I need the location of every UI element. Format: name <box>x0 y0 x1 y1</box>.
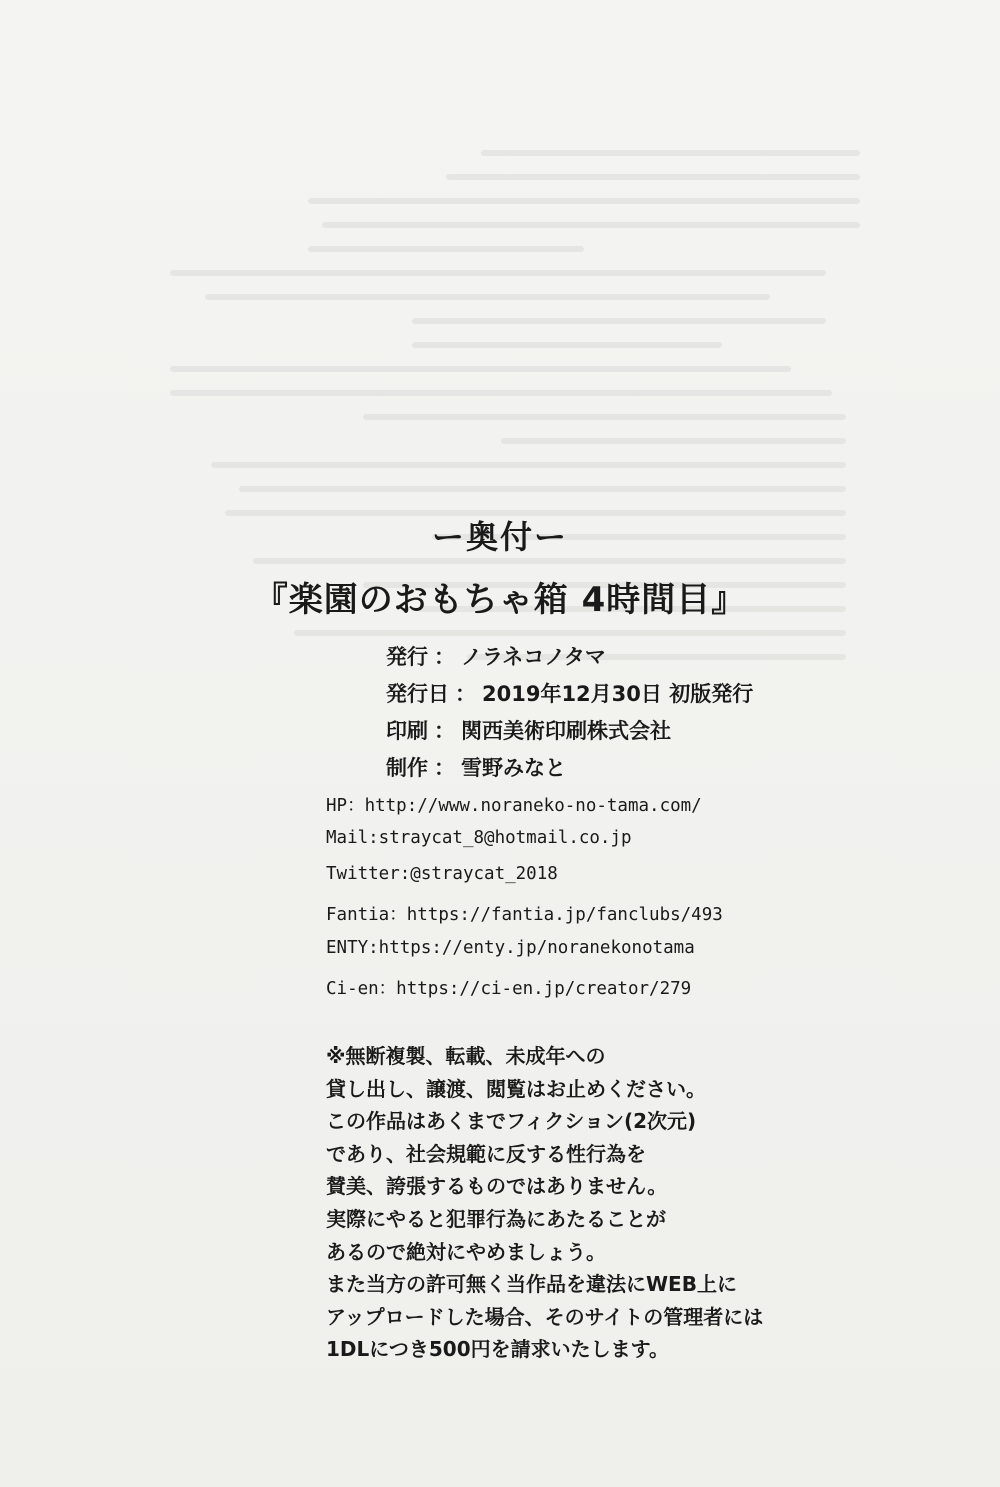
notice-line: あるので絶対にやめましょう。 <box>326 1239 606 1264</box>
notice-line: 賛美、誇張するものではありません。 <box>326 1174 668 1199</box>
info-separator: ： <box>434 756 455 780</box>
notice-line: この作品はあくまでフィクション(2次元) <box>326 1109 697 1134</box>
info-label: 発行日 <box>386 682 449 706</box>
info-value: 関西美術印刷株式会社 <box>461 719 671 743</box>
contact-homepage: HP：http://www.noraneko-no-tama.com/ <box>326 796 702 816</box>
info-row-author <box>386 752 566 782</box>
info-separator: ： <box>434 645 455 669</box>
info-separator: ： <box>455 682 476 706</box>
info-label: 発行 <box>386 645 428 669</box>
notice-line: であり、社会規範に反する性行為を <box>326 1141 646 1166</box>
info-row-publisher <box>386 641 606 671</box>
info-row-printer <box>386 715 671 745</box>
info-label: 制作 <box>386 756 428 780</box>
info-value: ノラネコノタマ <box>461 645 606 669</box>
contact-mail: Mail:straycat_8@hotmail.co.jp <box>326 828 632 848</box>
contact-fantia: Fantia：https://fantia.jp/fanclubs/493 <box>326 905 723 925</box>
info-value: 雪野みなと <box>461 756 566 780</box>
notice-line: ※無断複製、転載、未成年への <box>326 1044 606 1068</box>
info-value: 2019年12月30日 初版発行 <box>482 682 754 706</box>
notice-line: 実際にやると犯罪行為にあたることが <box>326 1206 666 1231</box>
info-separator: ： <box>434 719 455 743</box>
contact-ci-en: Ci-en：https://ci-en.jp/creator/279 <box>326 979 692 999</box>
contact-enty: ENTY:https://enty.jp/noranekonotama <box>326 938 695 958</box>
info-row-date <box>386 678 753 708</box>
book-title: 『楽園のおもちゃ箱 4時間目』 <box>253 580 747 620</box>
notice-line: また当方の許可無く当作品を違法にWEB上に <box>326 1272 737 1297</box>
copyright-notice <box>326 1040 763 1366</box>
notice-line: アップロードした場合、そのサイトの管理者には <box>326 1304 764 1329</box>
info-label: 印刷 <box>386 719 428 743</box>
notice-line: 1DLにつき500円を請求いたします。 <box>326 1337 670 1362</box>
colophon-heading: ー奥付ー <box>431 518 568 556</box>
contact-twitter: Twitter:@straycat_2018 <box>326 864 558 884</box>
notice-line: 貸し出し、譲渡、閲覧はお止めください。 <box>326 1076 706 1101</box>
